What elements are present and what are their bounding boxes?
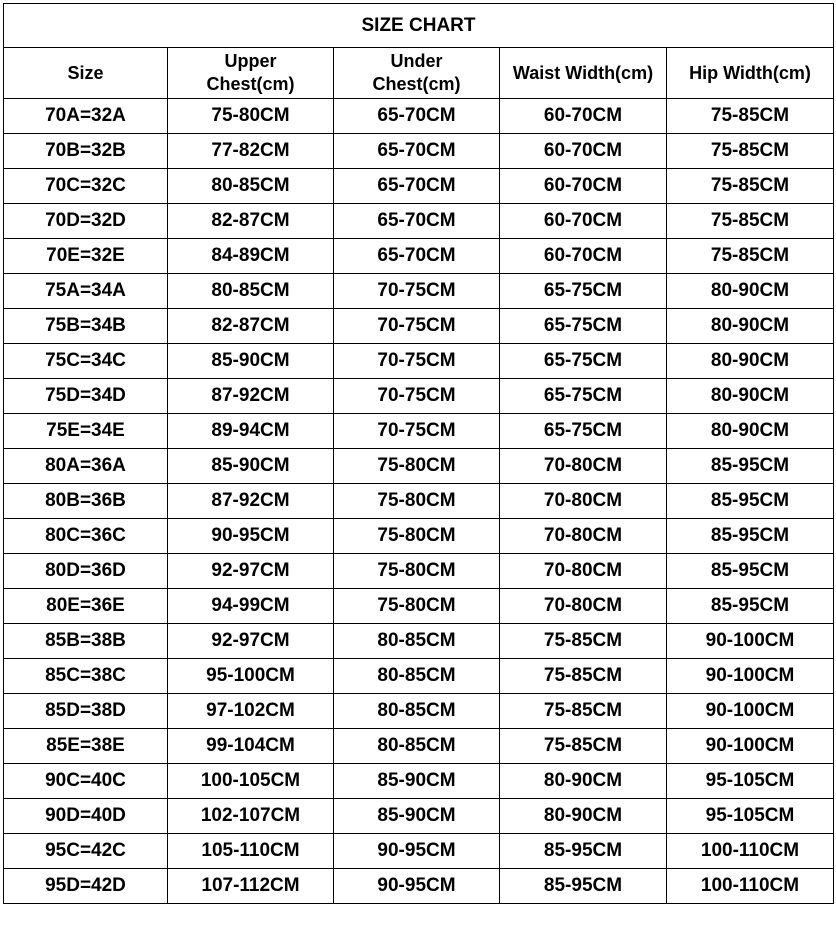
cell-under-chest: 90-95CM — [334, 834, 500, 869]
header-hip-width: Hip Width(cm) — [667, 48, 834, 99]
cell-waist-width: 75-85CM — [500, 624, 667, 659]
cell-size: 80A=36A — [4, 449, 168, 484]
cell-under-chest: 65-70CM — [334, 239, 500, 274]
cell-waist-width: 65-75CM — [500, 414, 667, 449]
cell-under-chest: 85-90CM — [334, 764, 500, 799]
cell-hip-width: 75-85CM — [667, 99, 834, 134]
cell-hip-width: 95-105CM — [667, 799, 834, 834]
cell-waist-width: 70-80CM — [500, 449, 667, 484]
header-waist-width: Waist Width(cm) — [500, 48, 667, 99]
cell-under-chest: 75-80CM — [334, 484, 500, 519]
cell-upper-chest: 94-99CM — [168, 589, 334, 624]
cell-upper-chest: 90-95CM — [168, 519, 334, 554]
cell-under-chest: 90-95CM — [334, 869, 500, 904]
cell-under-chest: 75-80CM — [334, 589, 500, 624]
cell-waist-width: 65-75CM — [500, 379, 667, 414]
size-rows — [4, 99, 834, 904]
cell-waist-width: 70-80CM — [500, 484, 667, 519]
cell-size: 85C=38C — [4, 659, 168, 694]
header-upper-chest-line2: Chest(cm) — [206, 74, 295, 94]
cell-hip-width: 85-95CM — [667, 484, 834, 519]
cell-hip-width: 80-90CM — [667, 414, 834, 449]
cell-upper-chest: 105-110CM — [168, 834, 334, 869]
cell-waist-width: 60-70CM — [500, 239, 667, 274]
cell-size: 75B=34B — [4, 309, 168, 344]
cell-waist-width: 85-95CM — [500, 834, 667, 869]
size-chart-table — [3, 3, 834, 904]
table-row — [4, 344, 834, 379]
table-row — [4, 274, 834, 309]
cell-waist-width: 60-70CM — [500, 204, 667, 239]
cell-upper-chest: 100-105CM — [168, 764, 334, 799]
cell-hip-width: 80-90CM — [667, 379, 834, 414]
cell-hip-width: 90-100CM — [667, 694, 834, 729]
cell-under-chest: 70-75CM — [334, 309, 500, 344]
cell-hip-width: 90-100CM — [667, 659, 834, 694]
cell-size: 70E=32E — [4, 239, 168, 274]
cell-waist-width: 65-75CM — [500, 344, 667, 379]
cell-size: 70C=32C — [4, 169, 168, 204]
table-row — [4, 624, 834, 659]
cell-upper-chest: 75-80CM — [168, 99, 334, 134]
table-row — [4, 659, 834, 694]
table-row — [4, 99, 834, 134]
cell-upper-chest: 80-85CM — [168, 274, 334, 309]
cell-waist-width: 65-75CM — [500, 309, 667, 344]
cell-upper-chest: 99-104CM — [168, 729, 334, 764]
cell-hip-width: 75-85CM — [667, 204, 834, 239]
table-row — [4, 554, 834, 589]
table-row — [4, 169, 834, 204]
cell-size: 85B=38B — [4, 624, 168, 659]
cell-size: 75C=34C — [4, 344, 168, 379]
header-under-chest — [334, 48, 500, 99]
cell-hip-width: 90-100CM — [667, 624, 834, 659]
cell-waist-width: 65-75CM — [500, 274, 667, 309]
table-row — [4, 239, 834, 274]
cell-waist-width: 80-90CM — [500, 799, 667, 834]
cell-size: 70A=32A — [4, 99, 168, 134]
cell-size: 70D=32D — [4, 204, 168, 239]
cell-upper-chest: 85-90CM — [168, 449, 334, 484]
table-row — [4, 799, 834, 834]
cell-hip-width: 85-95CM — [667, 449, 834, 484]
table-row — [4, 414, 834, 449]
cell-size: 90D=40D — [4, 799, 168, 834]
cell-waist-width: 75-85CM — [500, 694, 667, 729]
cell-size: 80B=36B — [4, 484, 168, 519]
cell-under-chest: 70-75CM — [334, 274, 500, 309]
cell-hip-width: 85-95CM — [667, 554, 834, 589]
cell-upper-chest: 92-97CM — [168, 624, 334, 659]
cell-under-chest: 80-85CM — [334, 694, 500, 729]
table-row — [4, 729, 834, 764]
cell-size: 75A=34A — [4, 274, 168, 309]
table-row — [4, 134, 834, 169]
cell-waist-width: 85-95CM — [500, 869, 667, 904]
header-under-chest-line1: Under — [390, 51, 443, 71]
cell-upper-chest: 84-89CM — [168, 239, 334, 274]
table-row — [4, 449, 834, 484]
cell-under-chest: 85-90CM — [334, 799, 500, 834]
cell-under-chest: 65-70CM — [334, 134, 500, 169]
header-upper-chest-line1: Upper — [224, 51, 277, 71]
header-under-chest-line2: Chest(cm) — [372, 74, 461, 94]
table-row — [4, 379, 834, 414]
cell-upper-chest: 89-94CM — [168, 414, 334, 449]
cell-upper-chest: 102-107CM — [168, 799, 334, 834]
cell-upper-chest: 85-90CM — [168, 344, 334, 379]
cell-under-chest: 75-80CM — [334, 519, 500, 554]
cell-under-chest: 65-70CM — [334, 169, 500, 204]
header-size: Size — [4, 48, 168, 99]
cell-under-chest: 75-80CM — [334, 554, 500, 589]
cell-size: 85D=38D — [4, 694, 168, 729]
title-row — [4, 4, 834, 48]
cell-hip-width: 80-90CM — [667, 309, 834, 344]
cell-size: 90C=40C — [4, 764, 168, 799]
cell-under-chest: 80-85CM — [334, 729, 500, 764]
table-row — [4, 204, 834, 239]
cell-size: 80E=36E — [4, 589, 168, 624]
table-row — [4, 519, 834, 554]
cell-waist-width: 60-70CM — [500, 169, 667, 204]
cell-under-chest: 70-75CM — [334, 379, 500, 414]
cell-under-chest: 70-75CM — [334, 344, 500, 379]
cell-waist-width: 60-70CM — [500, 134, 667, 169]
cell-under-chest: 65-70CM — [334, 204, 500, 239]
cell-under-chest: 70-75CM — [334, 414, 500, 449]
cell-size: 70B=32B — [4, 134, 168, 169]
cell-under-chest: 80-85CM — [334, 624, 500, 659]
cell-hip-width: 100-110CM — [667, 869, 834, 904]
cell-upper-chest: 80-85CM — [168, 169, 334, 204]
cell-under-chest: 80-85CM — [334, 659, 500, 694]
header-upper-chest — [168, 48, 334, 99]
cell-hip-width: 100-110CM — [667, 834, 834, 869]
cell-waist-width: 75-85CM — [500, 659, 667, 694]
cell-size: 95D=42D — [4, 869, 168, 904]
table-row — [4, 589, 834, 624]
cell-waist-width: 60-70CM — [500, 99, 667, 134]
chart-title: SIZE CHART — [4, 4, 834, 48]
header-row — [4, 48, 834, 99]
cell-size: 95C=42C — [4, 834, 168, 869]
table-row — [4, 869, 834, 904]
cell-upper-chest: 77-82CM — [168, 134, 334, 169]
cell-upper-chest: 95-100CM — [168, 659, 334, 694]
cell-under-chest: 65-70CM — [334, 99, 500, 134]
cell-size: 75E=34E — [4, 414, 168, 449]
cell-upper-chest: 92-97CM — [168, 554, 334, 589]
cell-upper-chest: 82-87CM — [168, 204, 334, 239]
cell-size: 75D=34D — [4, 379, 168, 414]
cell-size: 80C=36C — [4, 519, 168, 554]
table-row — [4, 309, 834, 344]
cell-hip-width: 90-100CM — [667, 729, 834, 764]
table-row — [4, 484, 834, 519]
cell-hip-width: 85-95CM — [667, 589, 834, 624]
cell-upper-chest: 97-102CM — [168, 694, 334, 729]
cell-waist-width: 70-80CM — [500, 589, 667, 624]
cell-hip-width: 85-95CM — [667, 519, 834, 554]
cell-waist-width: 80-90CM — [500, 764, 667, 799]
cell-upper-chest: 107-112CM — [168, 869, 334, 904]
table-row — [4, 764, 834, 799]
cell-hip-width: 80-90CM — [667, 344, 834, 379]
cell-waist-width: 70-80CM — [500, 554, 667, 589]
cell-hip-width: 75-85CM — [667, 134, 834, 169]
cell-hip-width: 80-90CM — [667, 274, 834, 309]
cell-waist-width: 75-85CM — [500, 729, 667, 764]
table-row — [4, 694, 834, 729]
cell-hip-width: 75-85CM — [667, 239, 834, 274]
cell-size: 80D=36D — [4, 554, 168, 589]
cell-upper-chest: 82-87CM — [168, 309, 334, 344]
cell-hip-width: 75-85CM — [667, 169, 834, 204]
table-row — [4, 834, 834, 869]
cell-waist-width: 70-80CM — [500, 519, 667, 554]
cell-upper-chest: 87-92CM — [168, 379, 334, 414]
cell-size: 85E=38E — [4, 729, 168, 764]
cell-upper-chest: 87-92CM — [168, 484, 334, 519]
cell-hip-width: 95-105CM — [667, 764, 834, 799]
cell-under-chest: 75-80CM — [334, 449, 500, 484]
